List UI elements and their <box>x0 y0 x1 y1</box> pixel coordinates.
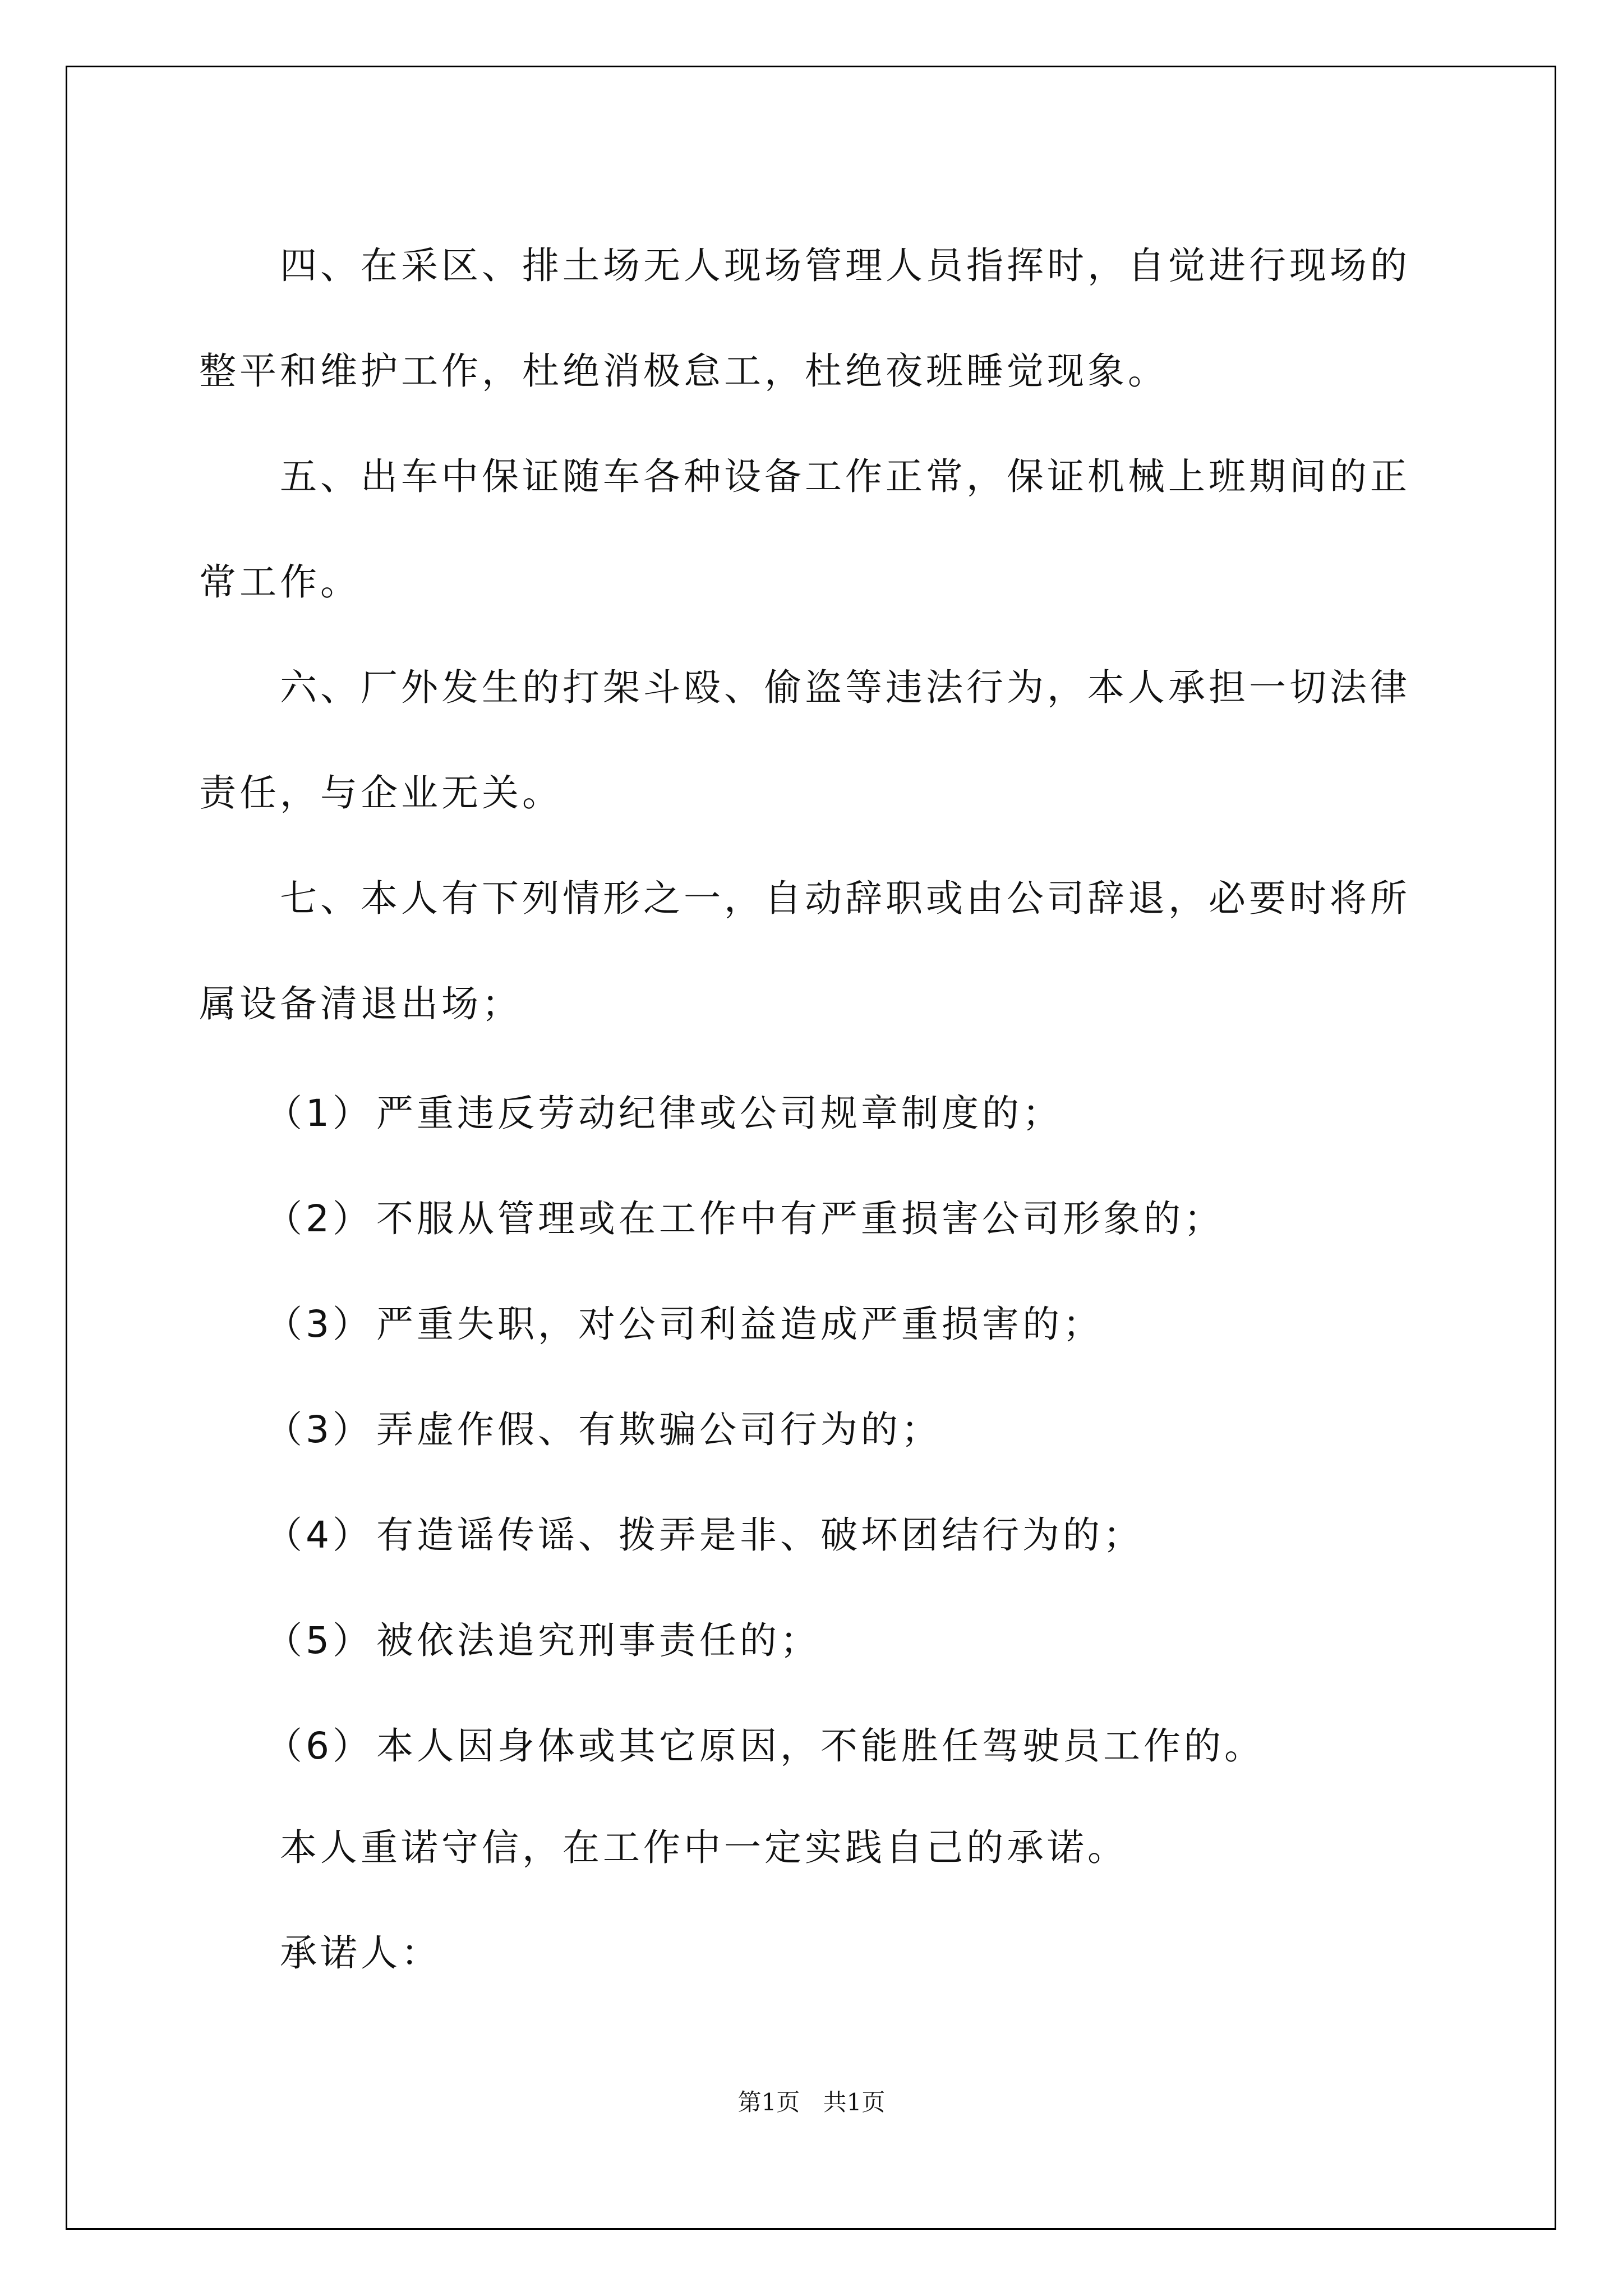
list-item-text: 弄虚作假、有欺骗公司行为的； <box>376 1407 942 1451</box>
list-item-number: （3） <box>265 1302 373 1346</box>
list-item-text: 本人因身体或其它原因，不能胜任驾驶员工作的。 <box>376 1724 1265 1768</box>
clause-seven: 七、本人有下列情形之一，自动辞职或由公司辞退，必要时将所属设备清退出场； <box>199 877 1410 1025</box>
list-item-number: （1） <box>265 1091 373 1135</box>
page-number: 第1页 <box>737 2088 800 2116</box>
list-item <box>199 1690 1444 1795</box>
signer-label: 承诺人： <box>280 1931 441 1975</box>
clause-five: 五、出车中保证随车各种设备工作正常，保证机械上班期间的正常工作。 <box>199 455 1410 604</box>
list-item-text: 不服从管理或在工作中有严重损害公司形象的； <box>376 1197 1224 1240</box>
closing-statement: 本人重诺守信，在工作中一定实践自己的承诺。 <box>280 1826 1128 1869</box>
list-item-number: （3） <box>265 1407 373 1451</box>
document-body <box>199 213 1444 2006</box>
clause-six: 六、厂外发生的打架斗殴、偷盗等违法行为，本人承担一切法律责任，与企业无关。 <box>199 666 1410 815</box>
list-item-text: 严重违反劳动纪律或公司规章制度的； <box>376 1091 1063 1135</box>
list-item-text: 有造谣传谣、拨弄是非、破坏团结行为的； <box>376 1513 1144 1557</box>
list-item-number: （6） <box>265 1724 373 1768</box>
list-item-number: （5） <box>265 1618 373 1662</box>
list-item-text: 严重失职，对公司利益造成严重损害的； <box>376 1302 1103 1346</box>
list-item <box>199 1057 1444 1162</box>
list-item-number: （2） <box>265 1197 373 1240</box>
list-item-text: 被依法追究刑事责任的； <box>376 1618 820 1662</box>
list-item <box>199 1268 1444 1373</box>
list-item <box>199 1373 1444 1479</box>
clause-four: 四、在采区、排土场无人现场管理人员指挥时，自觉进行现场的整平和维护工作，杜绝消极怠工，杜绝夜班睡觉现象。 <box>199 244 1410 393</box>
page-footer <box>0 2084 1623 2118</box>
list-item <box>199 1479 1444 1584</box>
page-total: 共1页 <box>823 2088 886 2116</box>
list-item <box>199 1584 1444 1690</box>
list-item <box>199 1162 1444 1268</box>
list-item-number: （4） <box>265 1513 373 1557</box>
